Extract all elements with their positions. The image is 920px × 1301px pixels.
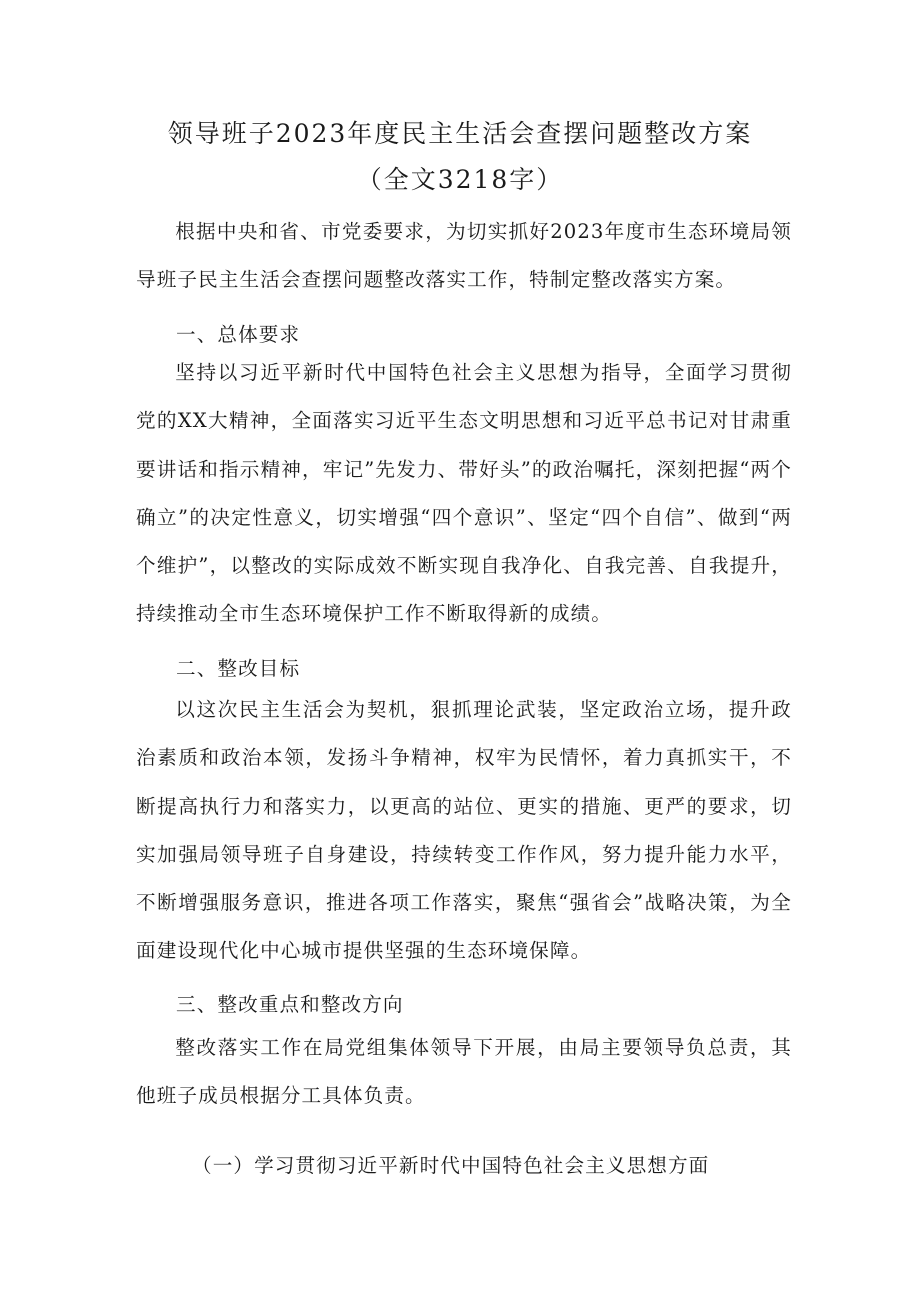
section-heading-1: 一、总体要求 <box>176 323 301 346</box>
section-body-2: 以这次民主生活会为契机，狠抓理论武装，坚定政治立场，提升政治素质和政治本领，发扬斗争精神，权牢为民情怀，着力真抓实干，不断提高执行力和落实力，以更高的站位、更实的措施、更严的要求，切实加强局领导班子自身建设，持续转变工作作风，努力提升能力水平，不断增强服务意识，推进各项工作落实，聚焦“强省会”战略决策，为全面建设现代化中心城市提供坚强的生态环境保障。 <box>136 698 792 963</box>
section-heading-2: 二、整改目标 <box>176 657 301 680</box>
document-title: 领导班子2023年度民主生活会查摆问题整改方案 <box>167 119 753 148</box>
word-count: （全文3218字） <box>356 165 564 194</box>
intro-paragraph: 根据中央和省、市党委要求，为切实抓好2023年度市生态环境局领导班子民主生活会查摆问题整改落实工作，特制定整改落实方案。 <box>136 220 792 292</box>
section-body-3: 整改落实工作在局党组集体领导下开展，由局主要领导负总责，其他班子成员根据分工具体负责。 <box>136 1036 792 1108</box>
section-body-1: 坚持以习近平新时代中国特色社会主义思想为指导，全面学习贯彻党的XX大精神，全面落实习近平生态文明思想和习近平总书记对甘肃重要讲话和指示精神，牢记”先发力、带好头”的政治嘱托，深刻把握“两个确立”的决定性意义，切实增强“四个意识”、坚定“四个自信”、做到“两个维护”，以整改的实际成效不断实现自我净化、自我完善、自我提升，持续推动全市生态环境保护工作不断取得新的成绩。 <box>136 361 792 626</box>
section-heading-3: 三、整改重点和整改方向 <box>176 993 404 1016</box>
subsection-heading: （一）学习贯彻习近平新时代中国特色社会主义思想方面 <box>192 1154 710 1177</box>
